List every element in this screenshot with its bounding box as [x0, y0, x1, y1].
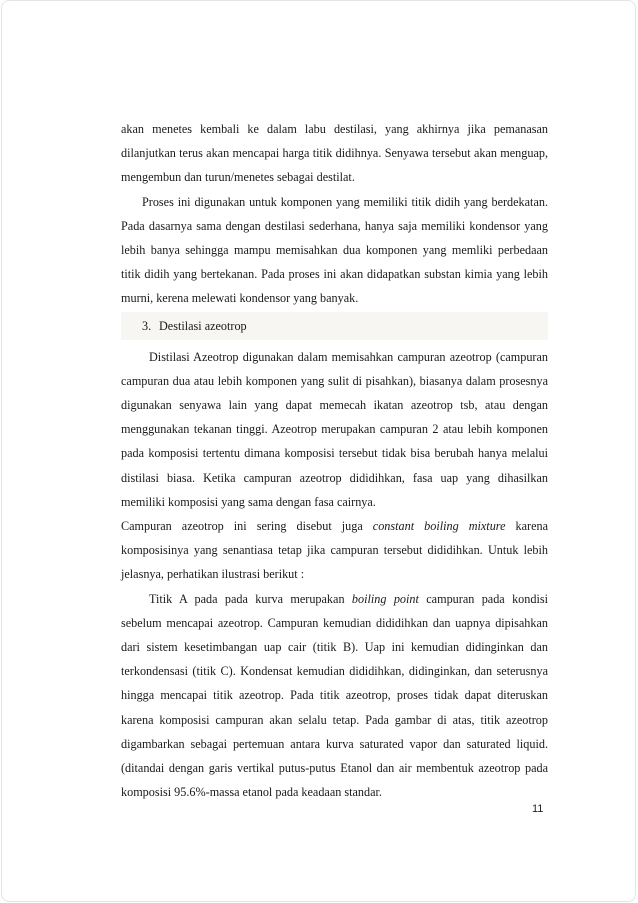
page-number: 11 [532, 803, 544, 815]
paragraph-constant-boiling: Campuran azeotrop ini sering disebut juga constant boiling mixture karena komposisinya yang senantiasa tetap jika campuran tersebut dididihkan. Untuk lebih jelasnya, perhatikan ilustrasi berikut : [121, 519, 548, 582]
emphasis-term: boiling point [351, 591, 419, 606]
paragraph-point-a: Titik A pada pada kurva merupakan boiling point campuran pada kondisi sebelum mencapai azeotrop. Campuran kemudian dididihkan dan uapnya dipisahkan dari sistem kesetimbangan uap cair (titik B). Uap ini kemudian didinginkan dan terkondensasi (titik C). Kondensat kemudian dididihkan, didinginkan, dan seterusnya hingga mencapai titik azeotrop. Pada titik azeotrop, proses tidak dapat diteruskan karena komposisi campuran akan selalu tetap. Pada gambar di atas, titik azeotrop digambarkan sebagai pertemuan antara kurva saturated vapor dan saturated liquid. (ditandai dengan garis vertikal putus-putus Etanol dan air membentuk azeotrop pada komposisi 95.6%-massa etanol pada keadaan standar. [121, 591, 548, 800]
document-body [121, 117, 548, 804]
paragraph-fractional-distillation: Proses ini digunakan untuk komponen yang memiliki titik didih yang berdekatan. Pada dasarnya sama dengan destilasi sederhana, hanya saja memiliki kondensor yang lebih banya sehingga mampu memisahkan dua komponen yang memliki perbedaan titik didih yang bertekanan. Pada proses ini akan didapatkan substan kimia yang lebih murni, kerena melewati kondensor yang banyak. [121, 194, 548, 306]
emphasis-term: constant boiling mixture [372, 519, 506, 534]
heading-text: Destilasi azeotrop [159, 318, 247, 333]
heading-number: 3. [142, 318, 152, 333]
paragraph-azeotrope-intro: Distilasi Azeotrop digunakan dalam memisahkan campuran azeotrop (campuran campuran dua atau lebih komponen yang sulit di pisahkan), biasanya dalam prosesnya digunakan senyawa lain yang dapat memecah ikatan azeotrop tsb, atau dengan menggunakan tekanan tinggi. Azeotrop merupakan campuran 2 atau lebih komponen pada komposisi tertentu dimana komposisi tersebut tidak bisa berubah hanya melalui distilasi biasa. Ketika campuran azeotrop dididihkan, fasa uap yang dihasilkan memiliki komposisi yang sama dengan fasa cairnya. [121, 349, 548, 509]
section-heading [121, 312, 548, 340]
paragraph-continuation: akan menetes kembali ke dalam labu destilasi, yang akhirnya jika pemanasan dilanjutkan terus akan mencapai harga titik didihnya. Senyawa tersebut akan menguap, mengembun dan turun/menetes sebagai destilat. [121, 122, 548, 185]
